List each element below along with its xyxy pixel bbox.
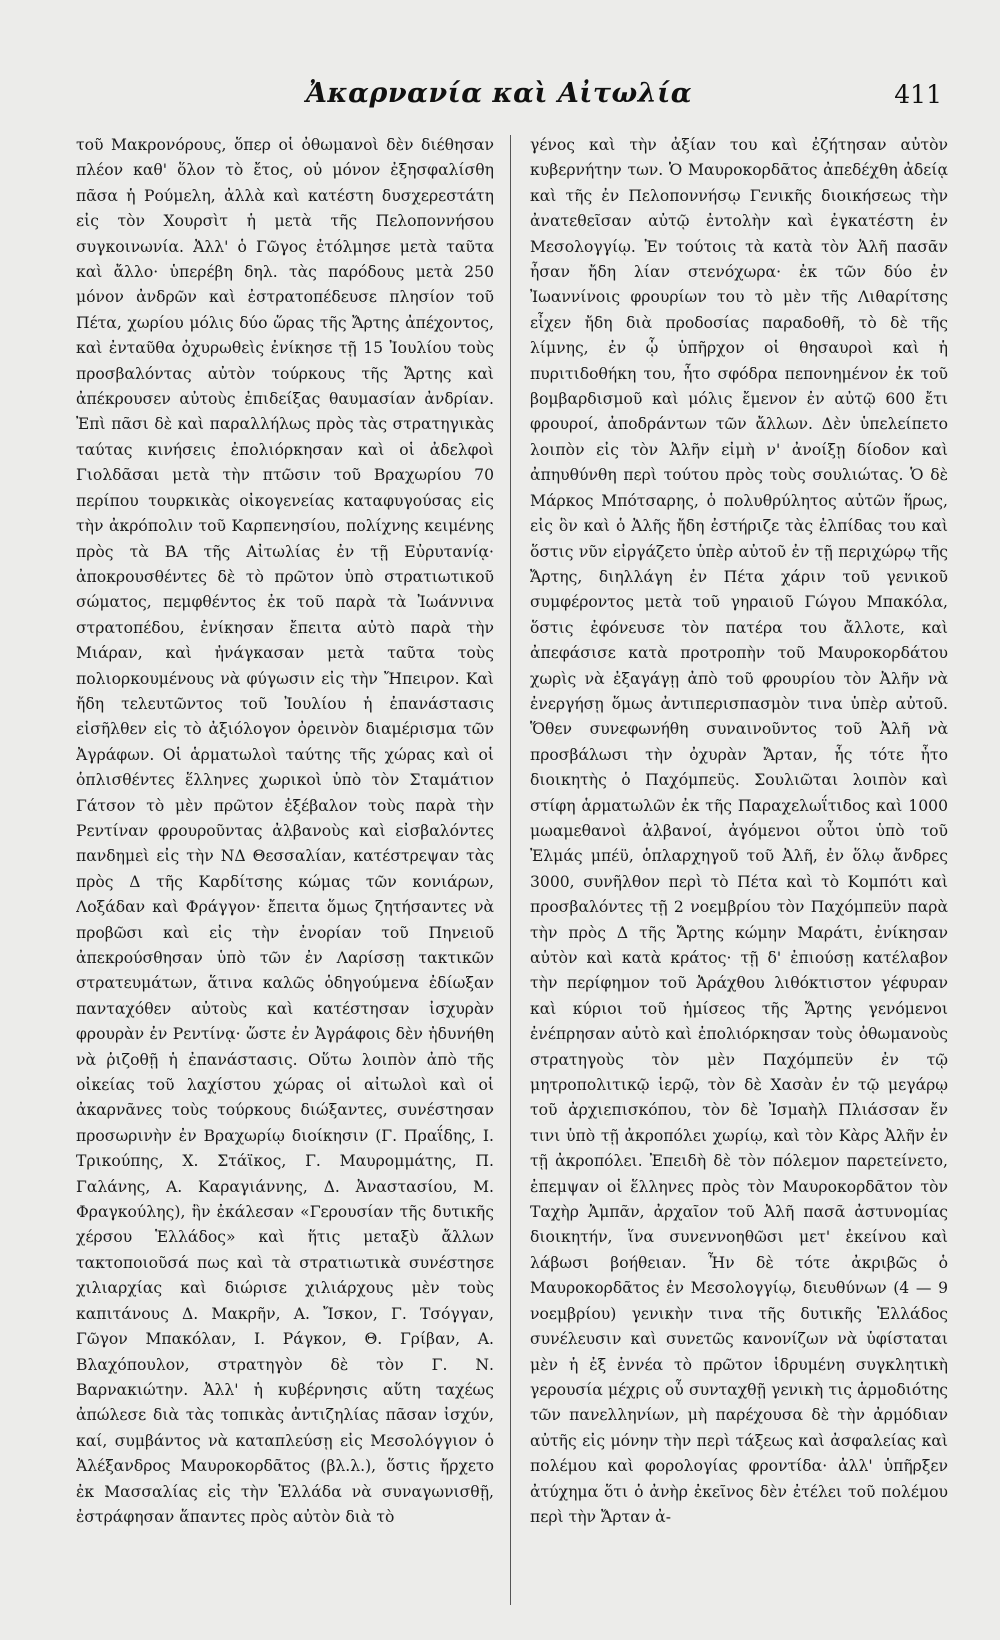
page-header [56, 78, 942, 118]
left-column [76, 133, 494, 1613]
running-title: Ἀκαρνανία καὶ Αἰτωλία [305, 78, 693, 109]
right-column [530, 133, 948, 1613]
column-divider [510, 135, 511, 1605]
left-column-text: τοῦ Μακρονόρους, ὅπερ οἱ ὀθωμανοὶ δὲν διέθησαν πλέον καθ' ὅλον τὸ ἔτος, οὐ μόνον ἐξησφαλίσθη πᾶσα ἡ Ρούμελη, ἀλλὰ καὶ κατέστη δυσχερεστάτη εἰς τὸν Χουρσὶτ ἡ μετὰ τῆς Πελοποννήσου συγκοινωνία. Ἀλλ' ὁ Γῶγος ἐτόλμησε μετὰ ταῦτα καὶ ἄλλο· ὑπερέβη δηλ. τὰς παρόδους μετὰ 250 μόνον ἀνδρῶν καὶ ἐστρατοπέδευσε πλησίον τοῦ Πέτα, χωρίου μόλις δύο ὥρας τῆς Ἄρτης ἀπέχοντος, καὶ ἐνταῦθα ὀχυρωθεὶς ἐνίκησε τῇ 15 Ἰουλίου τοὺς προσβαλόντας αὐτὸν τούρκους τῆς Ἄρτης καὶ ἀπέκρουσεν αὐτοὺς ἐπιδείξας θαυμασίαν ἀνδρίαν. Ἐπὶ πᾶσι δὲ καὶ παραλλήλως πρὸς τὰς στρατηγικὰς ταύτας κινήσεις ἐπολιόρκησαν καὶ οἱ ἀδελφοὶ Γιολδᾶσαι μετὰ τὴν πτῶσιν τοῦ Βραχωρίου 70 περίπου τουρκικὰς οἰκογενείας καταφυγούσας εἰς τὴν ἀκρόπολιν τοῦ Καρπενησίου, πολίχνης κειμένης πρὸς τὰ ΒΑ τῆς Αἰτωλίας ἐν τῇ Εὐρυτανίᾳ· ἀποκρουσθέντες δὲ τὸ πρῶτον ὑπὸ στρατιωτικοῦ σώματος, πεμφθέντος ἐκ τοῦ παρὰ τὰ Ἰωάννινα στρατοπέδου, ἐνίκησαν ἔπειτα αὐτὸ παρὰ τὴν Μιάραν, καὶ ἠνάγκασαν μετὰ ταῦτα τοὺς πολιορκουμένους νὰ φύγωσιν εἰς τὴν Ἤπειρον. Καὶ ἤδη τελευτῶντος τοῦ Ἰουλίου ἡ ἐπανάστασις εἰσῆλθεν εἰς τὸ ἀξιόλογον ὀρεινὸν διαμέρισμα τῶν Ἀγράφων. Οἱ ἁρματωλοὶ ταύτης τῆς χώρας καὶ οἱ ὁπλισθέντες ἕλληνες χωρικοὶ ὑπὸ τὸν Σταμάτιον Γάτσον τὸ μὲν πρῶτον ἐξέβαλον τοὺς παρὰ τὴν Ρεντίναν φρουροῦντας ἀλβανοὺς καὶ εἰσβαλόντες πανδημεὶ εἰς τὴν ΝΔ Θεσσαλίαν, κατέστρεψαν τὰς πρὸς Δ τῆς Καρδίτσης κώμας τῶν κονιάρων, Λοξάδαν καὶ Φράγγον· ἔπειτα ὅμως ζητήσαντες νὰ προβῶσι καὶ εἰς τὴν ἐνορίαν τοῦ Πηνειοῦ ἀπεκρούσθησαν ὑπὸ τῶν ἐν Λαρίσσῃ τακτικῶν στρατευμάτων, ἅτινα καλῶς ὁδηγούμενα ἐδίωξαν πανταχόθεν αὐτοὺς καὶ κατέστησαν ἰσχυρὰν φρουρὰν ἐν Ρεντίνᾳ· ὥστε ἐν Ἀγράφοις δὲν ἠδυνήθη νὰ ῥιζοθῇ ἡ ἐπανάστασις. Οὕτω λοιπὸν ἀπὸ τῆς οἰκείας τοῦ λαχίστου χώρας οἱ αἰτωλοὶ καὶ οἱ ἀκαρνᾶνες τοὺς τούρκους διώξαντες, συνέστησαν προσωρινὴν ἐν Βραχωρίῳ διοίκησιν (Γ. Πραΐδης, Ι. Τρικούπης, Χ. Στάϊκος, Γ. Μαυρομμάτης, Π. Γαλάνης, Α. Καραγιάννης, Δ. Ἀναστασίου, Μ. Φραγκούλης), ἣν ἐκάλεσαν «Γερουσίαν τῆς δυτικῆς χέρσου Ἑλλάδος» καὶ ἥτις μεταξὺ ἄλλων τακτοποιοῦσά πως καὶ τὰ στρατιωτικὰ συνέστησε χιλιαρχίας καὶ διώρισε χιλιάρχους μὲν τοὺς καπιτάνους Δ. Μακρῆν, Α. Ἴσκον, Γ. Τσόγγαν, Γῶγον Μπακόλαν, Ι. Ράγκον, Θ. Γρίβαν, Α. Βλαχόπουλον, στρατηγὸν δὲ τὸν Γ. Ν. Βαρνακιώτην. Ἀλλ' ἡ κυβέρνησις αὕτη ταχέως ἀπώλεσε διὰ τὰς τοπικὰς ἀντιζηλίας πᾶσαν ἰσχύν, καί, συμβάντος νὰ καταπλεύσῃ εἰς Μεσολόγγιον ὁ Ἀλέξανδρος Μαυροκορδᾶτος (βλ.λ.), ὅστις ἤρχετο ἐκ Μασσαλίας εἰς τὴν Ἑλλάδα νὰ συναγωνισθῇ, ἐστράφησαν ἅπαντες πρὸς αὐτὸν διὰ τὸ [76, 136, 494, 1526]
page-number: 411 [894, 80, 942, 109]
right-column-text: γένος καὶ τὴν ἀξίαν του καὶ ἐζήτησαν αὐτὸν κυβερνήτην των. Ὁ Μαυροκορδᾶτος ἀπεδέχθη ἀδείᾳ καὶ τῆς ἐν Πελοποννήσῳ Γενικῆς διοικήσεως τὴν ἀνατεθεῖσαν αὐτῷ ἐντολὴν καὶ ἐγκατέστη ἐν Μεσολογγίῳ. Ἐν τούτοις τὰ κατὰ τὸν Ἀλῆ πασᾶν ἦσαν ἤδη λίαν στενόχωρα· ἐκ τῶν δύο ἐν Ἰωαννίνοις φρουρίων του τὸ μὲν τῆς Λιθαρίτσης εἶχεν ἤδη διὰ προδοσίας παραδοθῆ, τὸ δὲ τῆς λίμνης, ἐν ᾧ ὑπῆρχον οἱ θησαυροὶ καὶ ἡ πυριτιδοθήκη του, ἦτο σφόδρα πεπονημένον ἐκ τοῦ βομβαρδισμοῦ καὶ μόλις ἔμενον ἐν αὐτῷ 600 ἔτι φρουροί, ἀποδράντων τῶν ἄλλων. Δὲν ὑπελείπετο λοιπὸν εἰς τὸν Ἀλῆν εἰμὴ ν' ἀνοίξῃ δίοδον καὶ ἀπηυθύνθη περὶ τούτου πρὸς τοὺς σουλιώτας. Ὁ δὲ Μάρκος Μπότσαρης, ὁ πολυθρύλητος αὐτῶν ἥρως, εἰς ὃν καὶ ὁ Ἀλῆς ἤδη ἐστήριζε τὰς ἐλπίδας του καὶ ὅστις νῦν εἰργάζετο ὑπὲρ αὐτοῦ ἐν τῇ περιχώρῳ τῆς Ἄρτης, διηλλάγη ἐν Πέτα χάριν τοῦ γενικοῦ συμφέροντος μετὰ τοῦ γηραιοῦ Γώγου Μπακόλα, ὅστις ἐφόνευσε τὸν πατέρα του ἄλλοτε, καὶ ἀπεφάσισε κατὰ προτροπὴν τοῦ Μαυροκορδάτου χωρὶς νὰ ἐξαγάγῃ ἀπὸ τοῦ φρουρίου τὸν Ἀλῆν νὰ ἐνεργήσῃ ὅμως ἀντιπερισπασμὸν τινα ὑπὲρ αὐτοῦ. Ὅθεν συνεφωνήθη συναινοῦντος τοῦ Ἀλῆ νὰ προσβάλωσι τὴν ὀχυρὰν Ἄρταν, ἧς τότε ἦτο διοικητὴς ὁ Παχόμπεϋς. Σουλιῶται λοιπὸν καὶ στίφη ἁρματωλῶν ἐκ τῆς Παραχελωΐτιδος καὶ 1000 μωαμεθανοὶ ἀλβανοί, ἀγόμενοι οὗτοι ὑπὸ τοῦ Ἐλμάς μπέϋ, ὁπλαρχηγοῦ τοῦ Ἀλῆ, ἐν ὅλῳ ἄνδρες 3000, συνῆλθον περὶ τὸ Πέτα καὶ τὸ Κομπότι καὶ προσβαλόντες τῇ 2 νοεμβρίου τὸν Παχόμπεϋν παρὰ τὴν πρὸς Δ τῆς Ἄρτης κώμην Μαράτι, ἐνίκησαν αὐτὸν καὶ κατὰ κράτος· τῇ δ' ἐπιούσῃ κατέλαβον τὴν περίφημον τοῦ Ἀράχθου λιθόκτιστον γέφυραν καὶ κύριοι τοῦ ἡμίσεος τῆς Ἄρτης γενόμενοι ἐνέπρησαν αὐτὸ καὶ ἐπολιόρκησαν τοὺς ὀθωμανοὺς στρατηγοὺς τὸν μὲν Παχόμπεϋν ἐν τῷ μητροπολιτικῷ ἱερῷ, τὸν δὲ Χασὰν ἐν τῷ μεγάρῳ τοῦ ἀρχιεπισκόπου, τὸν δὲ Ἰσμαὴλ Πλιάσσαν ἔν τινι ὑπὸ τῇ ἀκροπόλει χωρίῳ, καὶ τὸν Κὰρς Ἀλῆν ἐν τῇ ἀκροπόλει. Ἐπειδὴ δὲ τὸν πόλεμον παρετείνετο, ἐπεμψαν οἱ ἕλληνες πρὸς τὸν Μαυροκορδᾶτον τὸν Ταχὴρ Ἀμπᾶν, ἀρχαῖον τοῦ Ἀλῆ πασᾶ ἀστυνομίας διοικητήν, ἵνα συνεννοηθῶσι μετ' ἐκείνου καὶ λάβωσι βοήθειαν. Ἦν δὲ τότε ἀκριβῶς ὁ Μαυροκορδᾶτος ἐν Μεσολογγίῳ, διευθύνων (4 — 9 νοεμβρίου) γενικὴν τινα τῆς δυτικῆς Ἑλλάδος συνέλευσιν καὶ συνετῶς κανονίζων νὰ ὑφίσταται μὲν ἡ ἐξ ἐννέα τὸ πρῶτον ἱδρυμένη συγκλητικὴ γερουσία μέχρις οὗ συνταχθῇ γενικὴ τις ἁρμοδιότης τῶν πανελληνίων, μὴ παρέχουσα δὲ τὴν ἀρμόδιαν αὐτῆς εἰς μόνην τὴν περὶ τάξεως καὶ ἀσφαλείας καὶ πολέμου καὶ φορολογίας φροντίδα· ἀλλ' ὑπῆρξεν ἀτύχημα ὅτι ὁ ἀνὴρ ἐκεῖνος δὲν ἐτέλει τοῦ πολέμου περὶ τὴν Ἄρταν ἀ- [530, 136, 948, 1526]
text-columns [76, 133, 948, 1613]
